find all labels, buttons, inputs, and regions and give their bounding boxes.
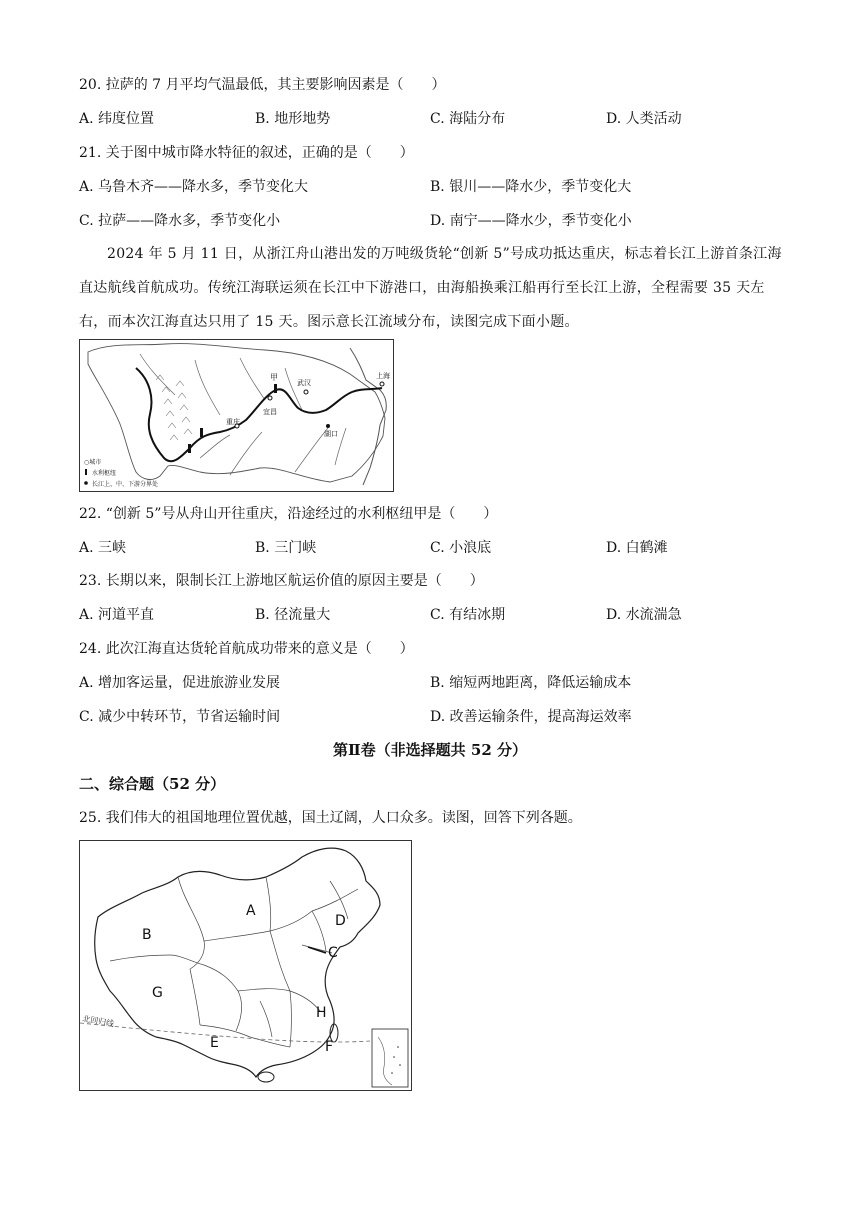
q23-option-a[interactable]: A. 河道平直 [79, 607, 155, 623]
map-letter-b: B [142, 927, 152, 943]
q22-option-c[interactable]: C. 小浪底 [430, 540, 492, 556]
map-letter-f: F [325, 1039, 334, 1055]
question-25-stem: 25. 我们伟大的祖国地理位置优越，国土辽阔，人口众多。读图，回答下列各题。 [79, 810, 582, 826]
q23-option-c[interactable]: C. 有结冰期 [430, 607, 506, 623]
q20-option-b[interactable]: B. 地形地势 [255, 111, 331, 127]
china-map [79, 840, 412, 1091]
question-21-stem: 21. 关于图中城市降水特征的叙述，正确的是（ ） [79, 145, 414, 161]
map-letter-d: D [335, 913, 346, 929]
map-label-yichang: 宜昌 [263, 408, 277, 416]
map-label-hukou: 湖口 [324, 430, 338, 438]
reading-passage: 2024 年 5 月 11 日，从浙江舟山港出发的万吨级货轮“创新 5”号成功抵达重庆，标志着长江上游首条江海直达航线首航成功。传统江海联运须在长江中下游港口，由海船换乘江船再行至长江上游，全程需要 35 天左右，而本次江海直达只用了 15 天。图示意长江流域分布，读图完成下面小题。 [79, 246, 782, 330]
q20-option-a[interactable]: A. 纬度位置 [79, 111, 155, 127]
map-letter-g: G [152, 985, 163, 1001]
q24-option-d[interactable]: D. 改善运输条件，提高海运效率 [430, 709, 632, 725]
section-2-title: 第Ⅱ卷（非选择题共 52 分） [333, 741, 527, 759]
q24-option-c[interactable]: C. 减少中转环节，节省运输时间 [79, 709, 281, 725]
q22-option-b[interactable]: B. 三门峡 [255, 540, 317, 556]
map-letter-h: H [316, 1005, 327, 1021]
q24-option-b[interactable]: B. 缩短两地距离，降低运输成本 [430, 675, 632, 691]
map-label-jia: 甲 [270, 373, 278, 382]
q21-option-b[interactable]: B. 银川——降水少，季节变化大 [430, 179, 632, 195]
tropic-of-cancer-label: 北回归线 [81, 1014, 115, 1029]
q22-option-d[interactable]: D. 白鹤滩 [606, 540, 668, 556]
legend-city: ○城市 [84, 459, 102, 466]
yangtze-basin-map [79, 339, 394, 492]
legend-boundary: 长江上、中、下游分界处 [92, 481, 159, 488]
question-22-stem: 22. “创新 5”号从舟山开往重庆，沿途经过的水利枢纽甲是（ ） [79, 506, 498, 522]
map-letter-c: C [328, 945, 338, 961]
map-label-wuhan: 武汉 [297, 379, 311, 387]
map-label-shanghai: 上海 [376, 372, 390, 380]
q20-option-c[interactable]: C. 海陆分布 [430, 111, 506, 127]
q23-option-b[interactable]: B. 径流量大 [255, 607, 331, 623]
q24-option-a[interactable]: A. 增加客运量，促进旅游业发展 [79, 675, 281, 691]
q21-option-d[interactable]: D. 南宁——降水少，季节变化小 [430, 213, 632, 229]
map-label-chongqing: 重庆 [226, 418, 240, 426]
map-letter-e: E [210, 1035, 219, 1051]
section-2-heading: 二、综合题（52 分） [79, 775, 226, 793]
legend-dam: 水利枢纽 [92, 470, 117, 477]
q22-option-a[interactable]: A. 三峡 [79, 540, 127, 556]
question-20-stem: 20. 拉萨的 7 月平均气温最低，其主要影响因素是（ ） [79, 77, 446, 93]
q23-option-d[interactable]: D. 水流湍急 [606, 607, 682, 623]
q21-option-a[interactable]: A. 乌鲁木齐——降水多，季节变化大 [79, 179, 309, 195]
q20-option-d[interactable]: D. 人类活动 [606, 111, 682, 127]
question-24-stem: 24. 此次江海直达货轮首航成功带来的意义是（ ） [79, 641, 414, 657]
q21-option-c[interactable]: C. 拉萨——降水多，季节变化小 [79, 213, 281, 229]
map-letter-a: A [246, 903, 256, 919]
question-23-stem: 23. 长期以来，限制长江上游地区航运价值的原因主要是（ ） [79, 573, 484, 589]
